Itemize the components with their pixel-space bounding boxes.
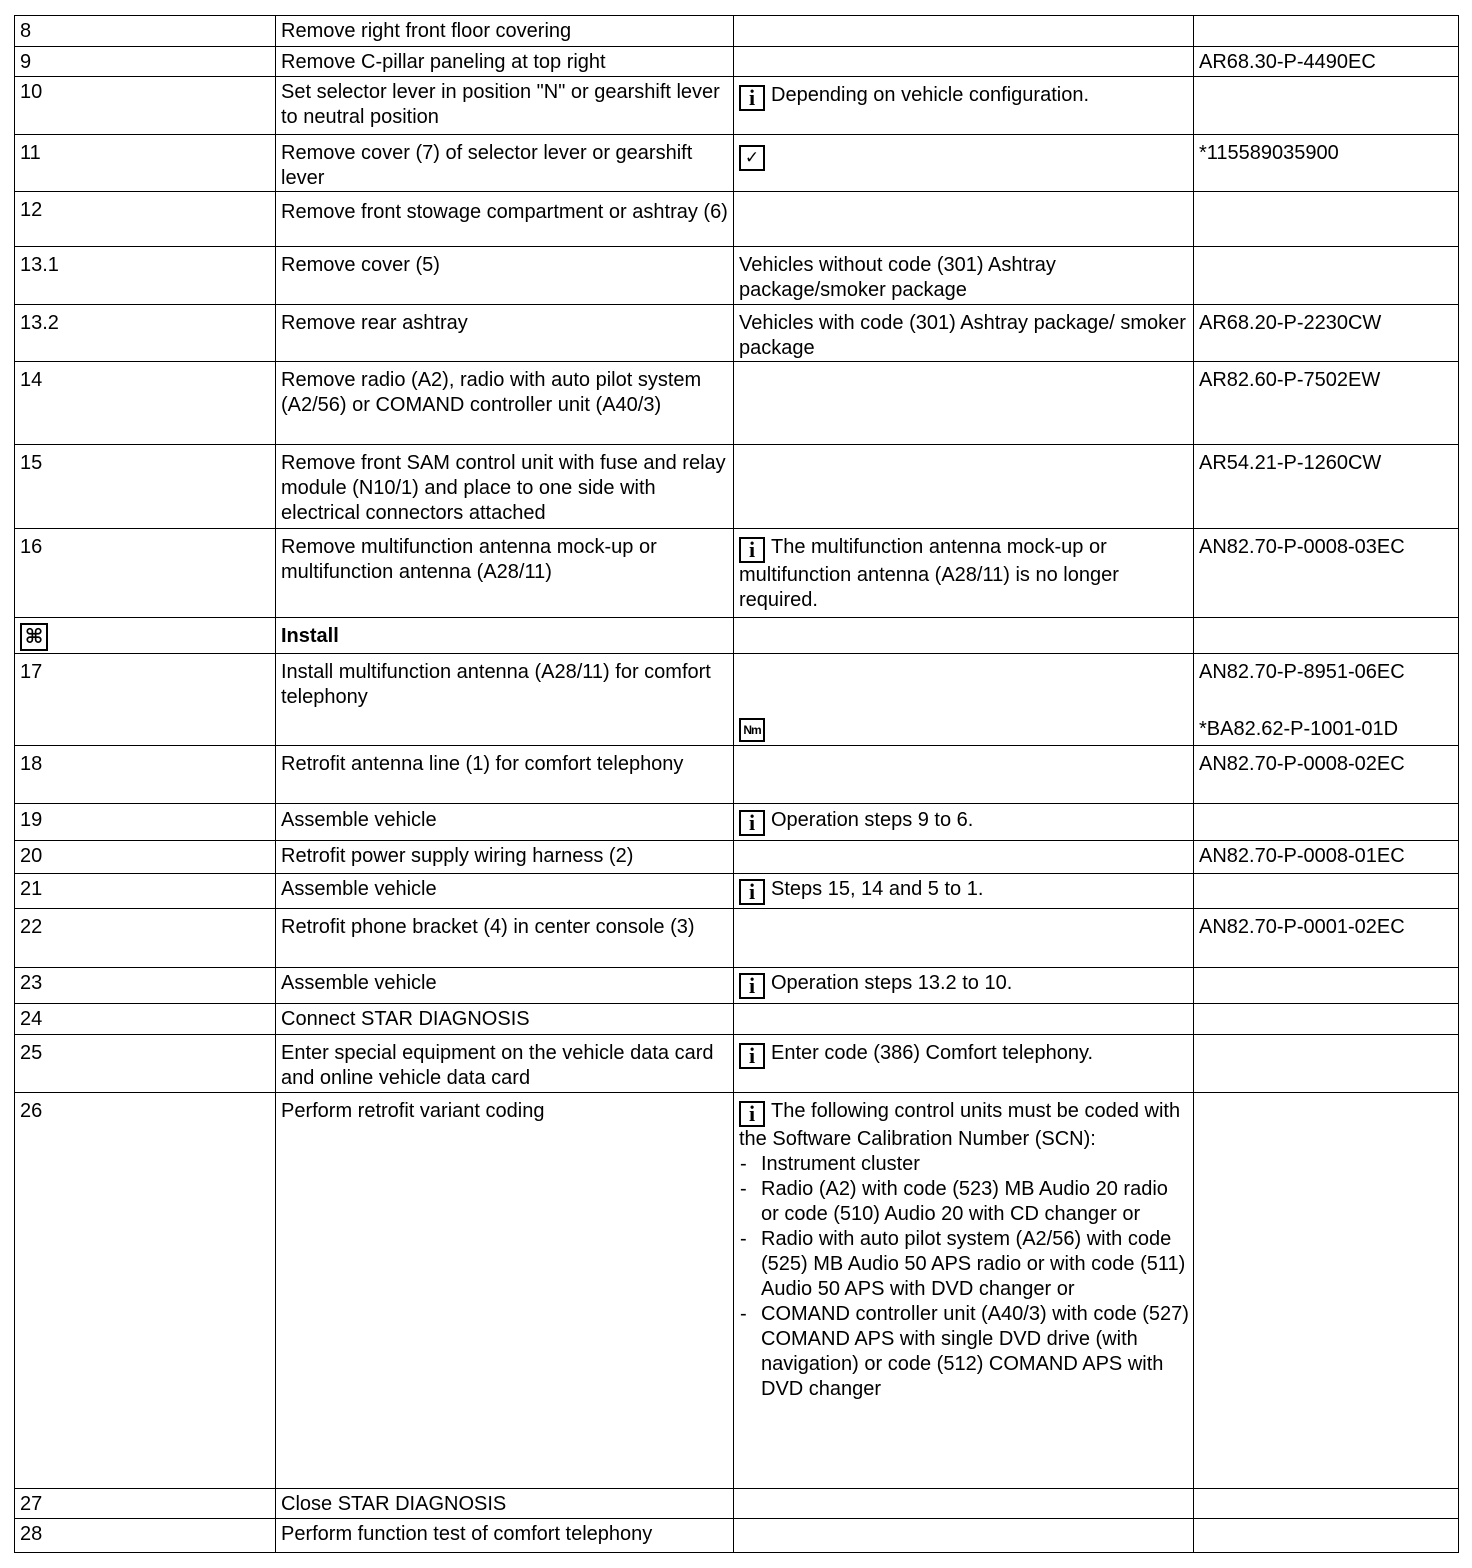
step-number: 24 bbox=[15, 1004, 276, 1035]
reference-cell bbox=[1194, 654, 1459, 746]
reference-link[interactable]: AN82.70-P-0008-02EC bbox=[1194, 746, 1459, 804]
reference-link[interactable]: *BA82.62-P-1001-01D bbox=[1199, 718, 1399, 740]
operation-text: Set selector lever in position "N" or gearshift lever to neutral position bbox=[276, 77, 734, 135]
step-number: 11 bbox=[15, 135, 276, 192]
reference-link[interactable]: AR82.60-P-7502EW bbox=[1194, 362, 1459, 445]
table-row bbox=[15, 445, 1459, 529]
step-number: 9 bbox=[15, 47, 276, 77]
list-item: - Instrument cluster bbox=[739, 1152, 1189, 1177]
reference-cell bbox=[1194, 804, 1459, 841]
install-icon-cell bbox=[15, 618, 276, 654]
table-row bbox=[15, 654, 1459, 746]
note-text: The multifunction antenna mock-up or multifunction antenna (A28/11) is no longer required. bbox=[739, 536, 1119, 611]
note-cell bbox=[734, 16, 1194, 47]
step-number: 13.2 bbox=[15, 305, 276, 362]
reference-link[interactable]: AR68.30-P-4490EC bbox=[1194, 47, 1459, 77]
note-cell bbox=[734, 445, 1194, 529]
table-row bbox=[15, 1489, 1459, 1519]
table-row bbox=[15, 1004, 1459, 1035]
operation-text: Remove C-pillar paneling at top right bbox=[276, 47, 734, 77]
table-row bbox=[15, 968, 1459, 1004]
list-item: - Radio (A2) with code (523) MB Audio 20 radio or code (510) Audio 20 with CD changer or bbox=[739, 1177, 1189, 1227]
step-number: 18 bbox=[15, 746, 276, 804]
reference-cell bbox=[1194, 192, 1459, 247]
reference-cell bbox=[1194, 618, 1459, 654]
operation-text: Assemble vehicle bbox=[276, 804, 734, 841]
procedure-table bbox=[14, 15, 1459, 1553]
operation-text: Remove rear ashtray bbox=[276, 305, 734, 362]
torque-nm-icon: Nm bbox=[739, 718, 765, 742]
step-number: 13.1 bbox=[15, 247, 276, 305]
note-cell bbox=[734, 746, 1194, 804]
note-text: Vehicles with code (301) Ashtray package/ smoker package bbox=[734, 305, 1194, 362]
operation-text: Remove cover (5) bbox=[276, 247, 734, 305]
section-heading: Install bbox=[276, 618, 734, 654]
note-cell bbox=[734, 618, 1194, 654]
step-number: 19 bbox=[15, 804, 276, 841]
reference-link[interactable]: AN82.70-P-8951-06EC bbox=[1199, 661, 1405, 683]
list-item: - Radio with auto pilot system (A2/56) with code (525) MB Audio 50 APS radio or with code (511) Audio 50 APS with DVD changer or bbox=[739, 1227, 1189, 1302]
operation-text: Connect STAR DIAGNOSIS bbox=[276, 1004, 734, 1035]
operation-text: Enter special equipment on the vehicle data card and online vehicle data card bbox=[276, 1035, 734, 1093]
operation-text: Assemble vehicle bbox=[276, 968, 734, 1004]
operation-text: Install multifunction antenna (A28/11) for comfort telephony bbox=[276, 654, 734, 746]
note-cell bbox=[734, 874, 1194, 909]
step-number: 17 bbox=[15, 654, 276, 746]
table-row bbox=[15, 192, 1459, 247]
list-item: - COMAND controller unit (A40/3) with code (527) COMAND APS with single DVD drive (with navigation) or code (512) COMAND APS with DVD changer bbox=[739, 1302, 1189, 1402]
install-section-row bbox=[15, 618, 1459, 654]
info-icon: i bbox=[739, 1043, 765, 1069]
step-number: 21 bbox=[15, 874, 276, 909]
operation-text: Remove front stowage compartment or ashtray (6) bbox=[276, 192, 734, 247]
reference-link[interactable]: AN82.70-P-0008-03EC bbox=[1194, 529, 1459, 618]
table-row bbox=[15, 909, 1459, 968]
reference-cell bbox=[1194, 77, 1459, 135]
control-unit-list bbox=[739, 1152, 1189, 1402]
step-number: 12 bbox=[15, 192, 276, 247]
table-row bbox=[15, 305, 1459, 362]
operation-text: Retrofit phone bracket (4) in center console (3) bbox=[276, 909, 734, 968]
table-row bbox=[15, 1519, 1459, 1553]
note-text: The following control units must be coded with the Software Calibration Number (SCN): bbox=[739, 1100, 1181, 1150]
table-row bbox=[15, 746, 1459, 804]
step-number: 10 bbox=[15, 77, 276, 135]
operation-text: Retrofit power supply wiring harness (2) bbox=[276, 841, 734, 874]
note-cell bbox=[734, 804, 1194, 841]
note-cell bbox=[734, 1004, 1194, 1035]
operation-text: Close STAR DIAGNOSIS bbox=[276, 1489, 734, 1519]
note-cell bbox=[734, 654, 1194, 746]
info-icon: i bbox=[739, 537, 765, 563]
reference-link[interactable]: AN82.70-P-0008-01EC bbox=[1194, 841, 1459, 874]
reference-cell bbox=[1194, 1489, 1459, 1519]
operation-text: Remove radio (A2), radio with auto pilot system (A2/56) or COMAND controller unit (A40/3) bbox=[276, 362, 734, 445]
operation-text: Remove front SAM control unit with fuse and relay module (N10/1) and place to one side with electrical connectors attached bbox=[276, 445, 734, 529]
info-icon: i bbox=[739, 810, 765, 836]
step-number: 8 bbox=[15, 16, 276, 47]
operation-text: Remove multifunction antenna mock-up or multifunction antenna (A28/11) bbox=[276, 529, 734, 618]
operation-text: Remove cover (7) of selector lever or gearshift lever bbox=[276, 135, 734, 192]
info-icon: i bbox=[739, 85, 765, 111]
note-cell bbox=[734, 968, 1194, 1004]
step-number: 22 bbox=[15, 909, 276, 968]
note-text: Operation steps 9 to 6. bbox=[771, 809, 974, 831]
operation-text: Assemble vehicle bbox=[276, 874, 734, 909]
operation-text: Perform function test of comfort telephony bbox=[276, 1519, 734, 1553]
note-cell bbox=[734, 1093, 1194, 1489]
step-number: 25 bbox=[15, 1035, 276, 1093]
step-number: 15 bbox=[15, 445, 276, 529]
note-cell bbox=[734, 77, 1194, 135]
table-row bbox=[15, 247, 1459, 305]
note-cell bbox=[734, 1519, 1194, 1553]
info-icon: i bbox=[739, 1101, 765, 1127]
table-row bbox=[15, 1093, 1459, 1489]
table-row bbox=[15, 841, 1459, 874]
reference-cell bbox=[1194, 1093, 1459, 1489]
table-row bbox=[15, 804, 1459, 841]
note-cell bbox=[734, 47, 1194, 77]
step-number: 28 bbox=[15, 1519, 276, 1553]
step-number: 26 bbox=[15, 1093, 276, 1489]
table-row bbox=[15, 529, 1459, 618]
reference-cell bbox=[1194, 247, 1459, 305]
reference-link[interactable]: AR68.20-P-2230CW bbox=[1194, 305, 1459, 362]
table-row bbox=[15, 47, 1459, 77]
reference-cell bbox=[1194, 1035, 1459, 1093]
operation-text: Retrofit antenna line (1) for comfort telephony bbox=[276, 746, 734, 804]
note-cell bbox=[734, 1035, 1194, 1093]
step-number: 14 bbox=[15, 362, 276, 445]
table-row bbox=[15, 362, 1459, 445]
reference-link[interactable]: *115589035900 bbox=[1194, 135, 1459, 192]
table-row bbox=[15, 16, 1459, 47]
step-number: 20 bbox=[15, 841, 276, 874]
note-cell bbox=[734, 909, 1194, 968]
table-row bbox=[15, 77, 1459, 135]
note-cell bbox=[734, 135, 1194, 192]
note-text: Steps 15, 14 and 5 to 1. bbox=[771, 878, 984, 900]
note-cell bbox=[734, 1489, 1194, 1519]
special-tool-icon: ✓ bbox=[739, 145, 765, 171]
info-icon: i bbox=[739, 973, 765, 999]
note-cell bbox=[734, 529, 1194, 618]
reference-cell bbox=[1194, 1004, 1459, 1035]
table-row bbox=[15, 874, 1459, 909]
install-icon: ⌘ bbox=[20, 623, 48, 651]
note-text: Enter code (386) Comfort telephony. bbox=[771, 1042, 1094, 1064]
reference-cell bbox=[1194, 1519, 1459, 1553]
reference-link[interactable]: AR54.21-P-1260CW bbox=[1194, 445, 1459, 529]
note-cell bbox=[734, 192, 1194, 247]
step-number: 16 bbox=[15, 529, 276, 618]
reference-cell bbox=[1194, 874, 1459, 909]
note-text: Operation steps 13.2 to 10. bbox=[771, 972, 1013, 994]
table-row bbox=[15, 135, 1459, 192]
note-text: Depending on vehicle configuration. bbox=[771, 84, 1089, 106]
step-number: 27 bbox=[15, 1489, 276, 1519]
reference-cell bbox=[1194, 968, 1459, 1004]
table-row bbox=[15, 1035, 1459, 1093]
info-icon: i bbox=[739, 879, 765, 905]
step-number: 23 bbox=[15, 968, 276, 1004]
note-cell bbox=[734, 362, 1194, 445]
note-text: Vehicles without code (301) Ashtray package/smoker package bbox=[734, 247, 1194, 305]
reference-cell bbox=[1194, 16, 1459, 47]
operation-text: Perform retrofit variant coding bbox=[276, 1093, 734, 1489]
reference-link[interactable]: AN82.70-P-0001-02EC bbox=[1194, 909, 1459, 968]
note-cell bbox=[734, 841, 1194, 874]
operation-text: Remove right front floor covering bbox=[276, 16, 734, 47]
